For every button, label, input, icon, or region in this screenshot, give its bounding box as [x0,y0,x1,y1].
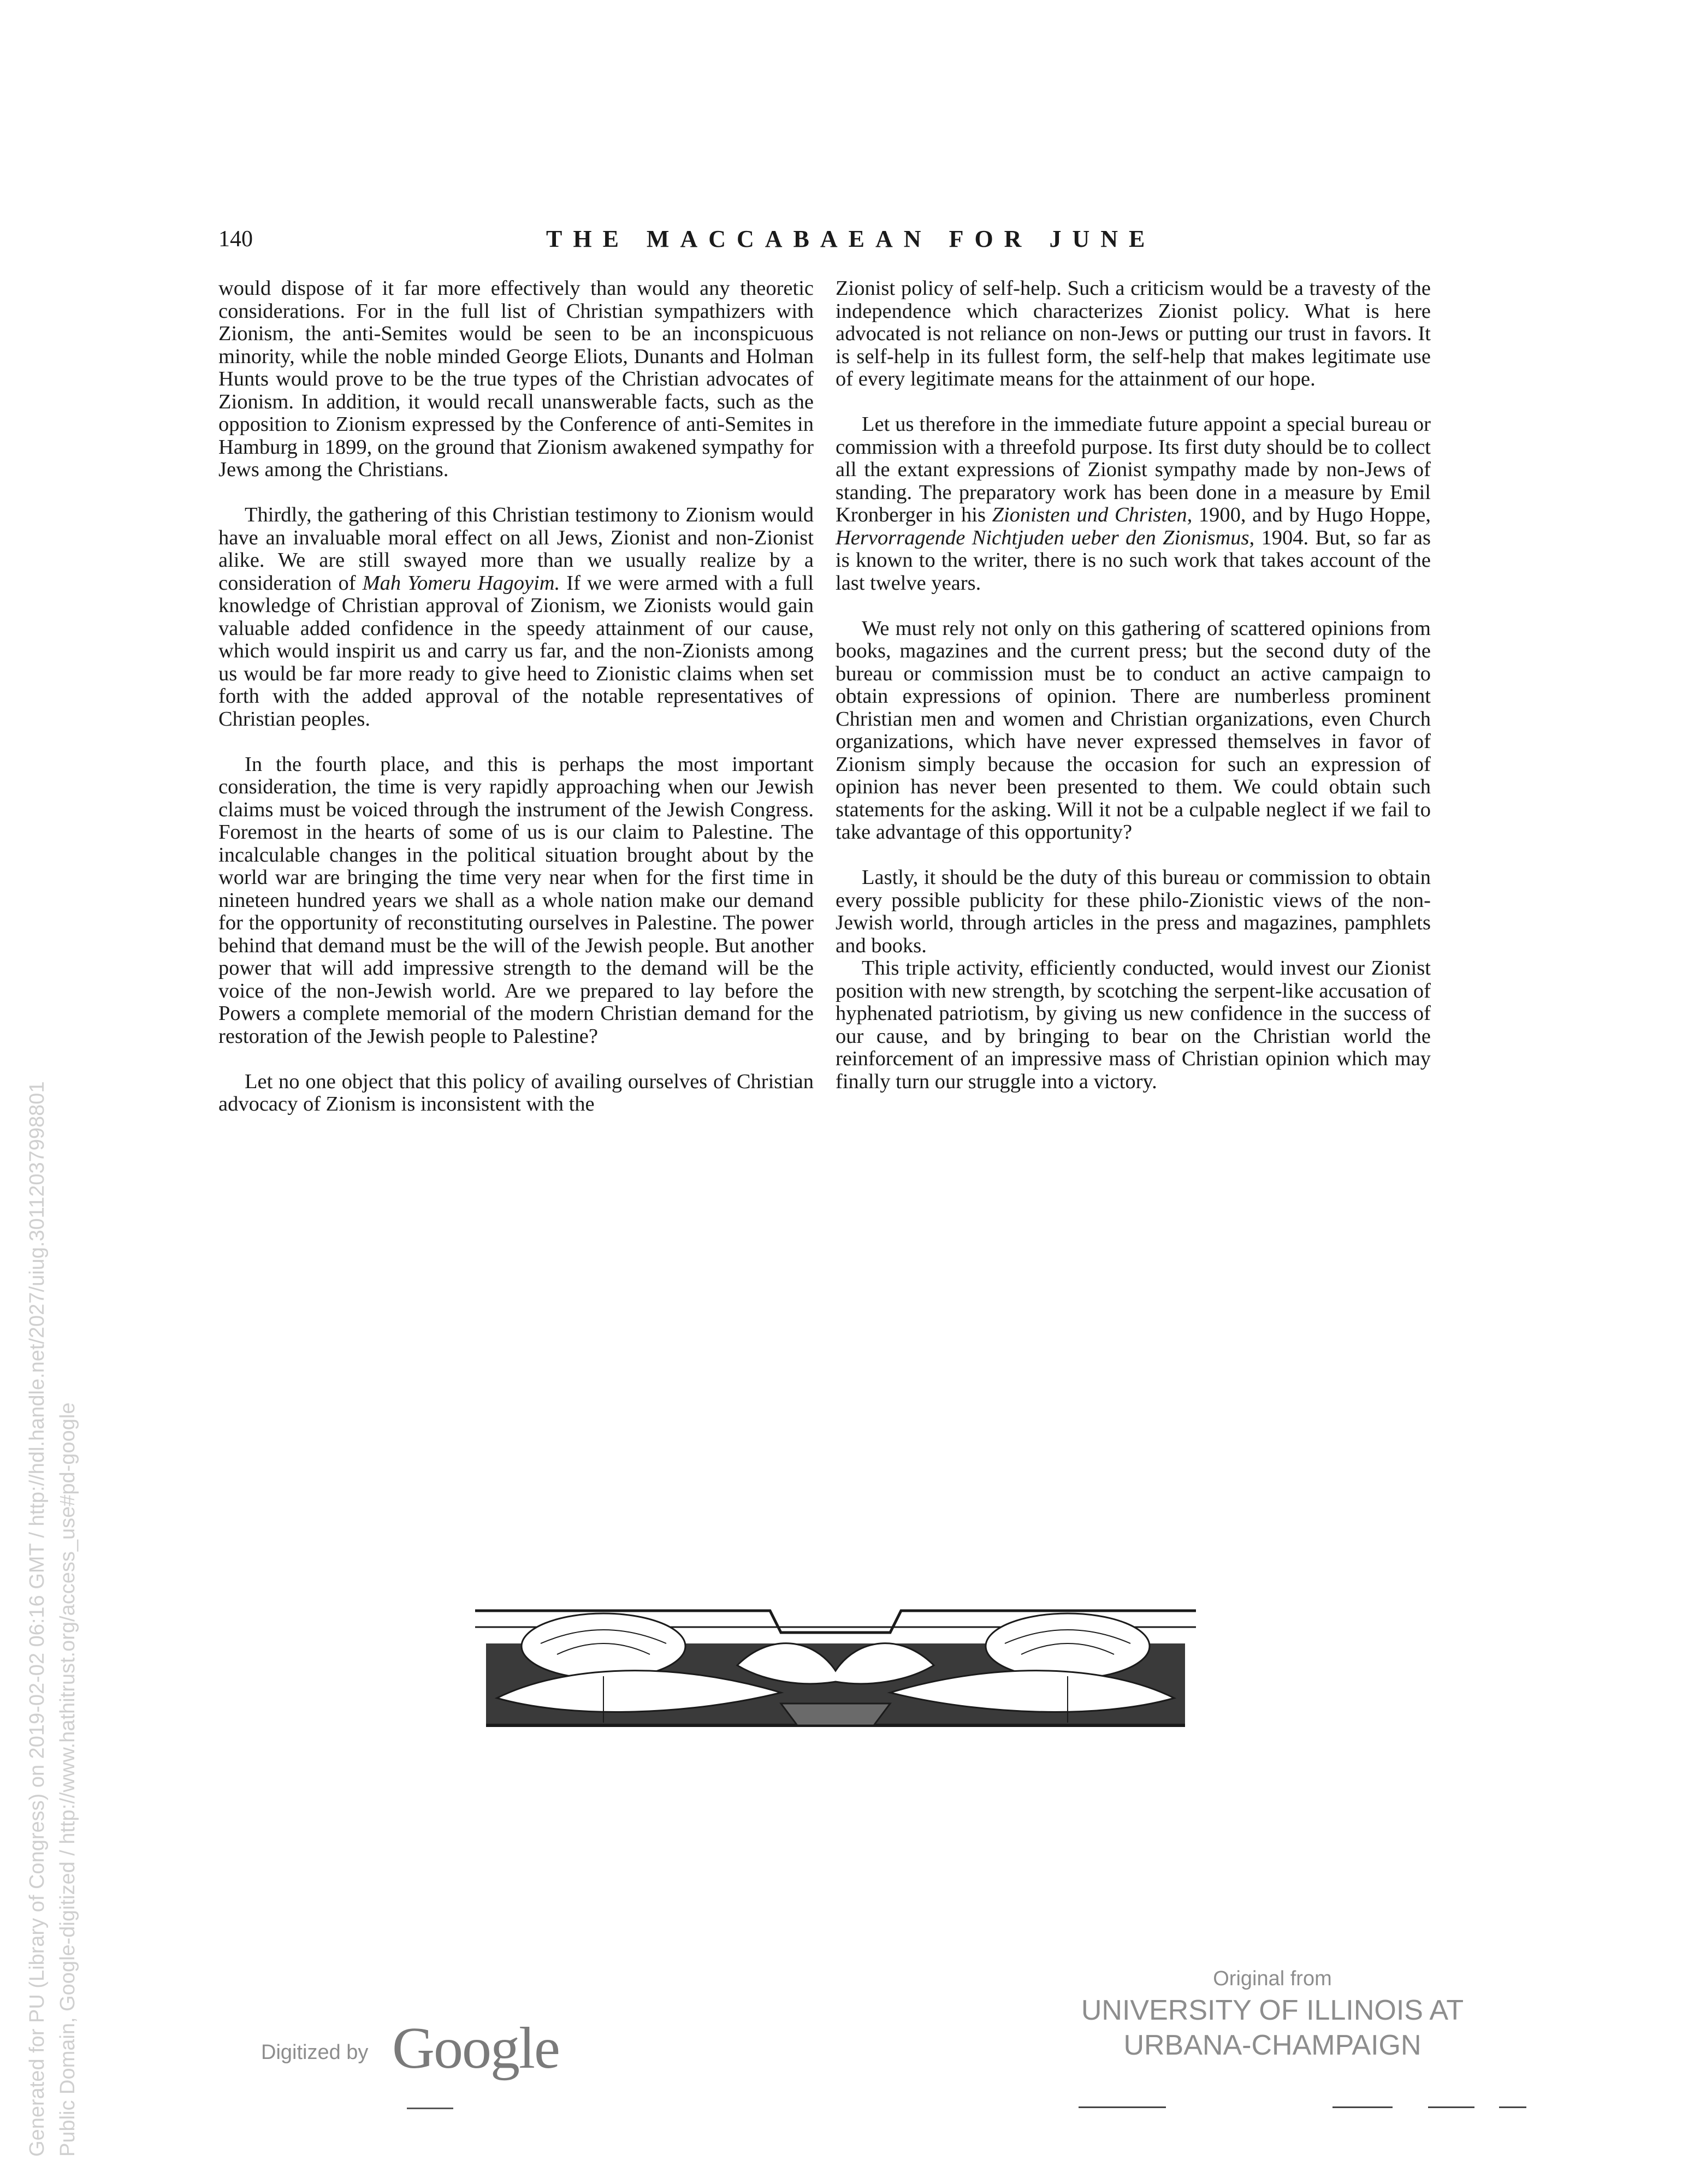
paragraph-text: Thirdly, the gathering of this Christian testimony to Zionism would have an invaluable moral effect on all Jews, Zionist and non-Zionist alike. We are still swayed more than we usually realize by a consideration of [218,503,814,595]
paragraph: would dispose of it far more effectively than would any theoretic considerations. For in the full list of Christian sympathizers with Zionism, the anti-Semites would be seen to be an inconspicuous minority, while the noble minded George Eliots, Dunants and Holman Hunts would prove to be the true types of the Christian advocates of Zionism. In addition, it would recall unanswerable facts, such as the opposition to Zionism expressed by the Conference of anti-Semites in Hamburg in 1899, on the ground that Zionism awakened sympathy for Jews among the Christians. [218,277,814,481]
paragraph-text: 1904. But, so far as is known to the writer, there is no such work that takes account of the last twelve years. [836,526,1431,595]
watermark-line: Public Domain, Google-digitized / http://www.hathitrust.org/access_use#pd-google [56,1402,79,2157]
page-number: 140 [218,227,253,252]
decorative-ornament [475,1600,1196,1742]
access-watermark [22,792,87,2157]
italic-title: Zionisten und Christen, [992,503,1193,526]
paragraph-text: 1900, and by Hugo Hoppe, [1192,503,1431,526]
left-column [218,277,814,1116]
footer-rule [1332,2106,1393,2108]
italic-title: Hervorragende Nichtjuden ueber den Zionismus, [836,526,1255,549]
italic-phrase: Mah Yomeru Hagoyim. [362,571,560,595]
paragraph-text: If we were armed with a full knowledge of Christian approval of Zionism, we Zionists would gain valuable added confidence in the speedy attainment of our cause, which would inspirit us and carry us far, and the non-Zionists among us would be far more ready to give heed to Zionistic claims when set forth with the added approval of the notable representatives of Christian peoples. [218,571,814,731]
digitized-by-credit [261,2015,589,2080]
paragraph: Zionist policy of self-help. Such a criticism would be a travesty of the independence which characterizes Zionist policy. What is here advocated is not reliance on non-Jews or putting our trust in favors. It is self-help in its fullest form, the self-help that makes legitimate use of every legitimate means for the attainment of our hope. [836,277,1431,390]
digitized-underline [407,2108,453,2109]
footer-rule [1499,2106,1526,2108]
paragraph: This triple activity, efficiently conducted, would invest our Zionist position with new strength, by scotching the serpent-like accusation of hyphenated patriotism, by giving us new confidence in the success of our cause, and by bringing to bear on the Christian world the reinforcement of an impressive mass of Christian opinion which may finally turn our struggle into a victory. [836,957,1431,1093]
paragraph: Lastly, it should be the duty of this bureau or commission to obtain every possible publicity for these philo-Zionistic views of the non-Jewish world, through articles in the press and magazines, pamphlets and books. [836,866,1431,957]
google-logo: Google [392,2016,559,2081]
institution-name: URBANA-CHAMPAIGN [1123,2029,1422,2061]
footer-rule [1079,2106,1166,2108]
footer-rule [1428,2106,1474,2108]
original-source-credit [1038,1965,1507,2063]
paragraph-text: Let us therefore in the immediate future appoint a special bureau or commission with a threefold purpose. Its first duty should be to collect all the extant expressions of Zionist sympathy made by non-Jews of standing. The preparatory work has been done in a measure by Emil Kronberger in his [836,413,1431,526]
running-head: THE MACCABAEAN FOR JUNE [546,225,1156,252]
institution-name: UNIVERSITY OF ILLINOIS AT [1081,1995,1464,2026]
right-column [836,277,1431,1093]
paragraph: In the fourth place, and this is perhaps the most important consideration, the time is very rapidly approaching when our Jewish claims must be voiced through the instrument of the Jewish Congress. Foremost in the hearts of some of us is our claim to Palestine. The incalculable changes in the political situation brought about by the world war are bringing the time very near when for the first time in nineteen hundred years we shall as a whole nation make our demand for the opportunity of reconstituting ourselves in Palestine. The power behind that demand must be the will of the Jewish people. But another power that will add impressive strength to the demand will be the voice of the non-Jewish world. Are we prepared to lay before the Powers a complete memorial of the modern Christian demand for the restoration of the Jewish people to Palestine? [218,752,814,1048]
paragraph: Let no one object that this policy of availing ourselves of Christian advocacy of Zionism is inconsistent with the [218,1070,814,1115]
paragraph [218,504,814,731]
original-from-label: Original from [1213,1967,1332,1990]
paragraph [836,413,1431,595]
watermark-line: Generated for PU (Library of Congress) on 2019-02-02 06:16 GMT / http://hdl.handle.net/2027/uiug.30112037998801 [26,1081,49,2157]
digitized-by-label: Digitized by [261,2041,369,2064]
paragraph: We must rely not only on this gathering of scattered opinions from books, magazines and the current press; but the second duty of the bureau or commission must be to conduct an active campaign to obtain expressions of opinion. There are numberless prominent Christian men and women and Christian organizations, even Church organizations, which have never expressed themselves in favor of Zionism simply because the occasion for such an expression of opinion has never been presented to them. We could obtain such statements for the asking. Will it not be a culpable neglect if we fail to take advantage of this opportunity? [836,616,1431,844]
